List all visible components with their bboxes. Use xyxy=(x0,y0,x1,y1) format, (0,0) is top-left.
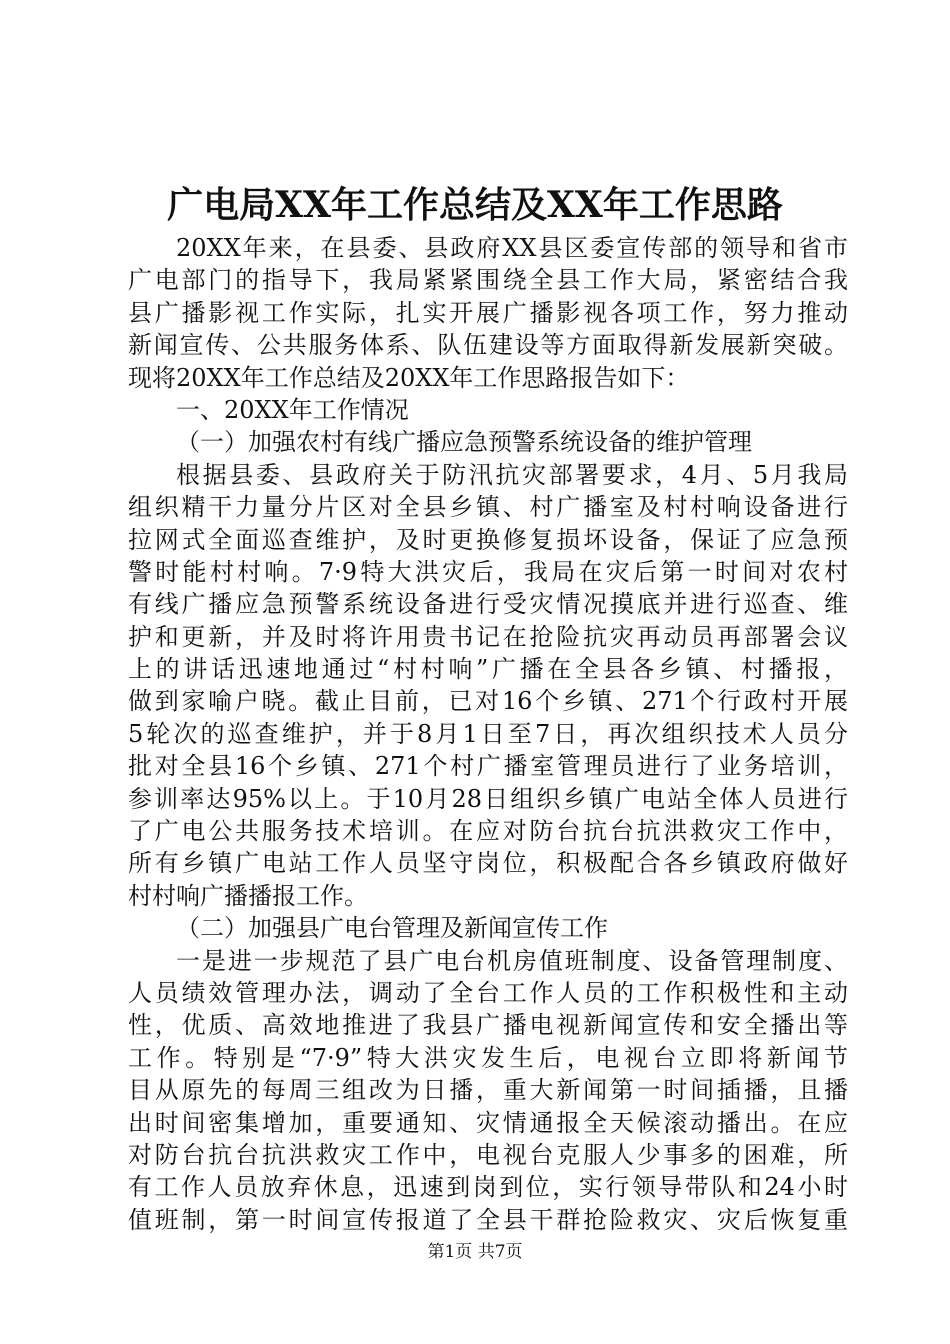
body-line: 了广电公共服务技术培训。在应对防台抗台抗洪救灾工作中， xyxy=(128,817,848,846)
body-line: 所有乡镇广电站工作人员坚守岗位，积极配合各乡镇政府做好 xyxy=(128,849,848,878)
body-line: 新闻宣传、公共服务体系、队伍建设等方面取得新发展新突破。 xyxy=(128,331,848,360)
document-body xyxy=(128,232,848,1236)
body-line: 目从原先的每周三组改为日播，重大新闻第一时间插播，且播 xyxy=(128,1076,848,1105)
body-line: 县广播影视工作实际，扎实开展广播影视各项工作，努力推动 xyxy=(128,298,848,327)
body-line: 拉网式全面巡查维护，及时更换修复损坏设备，保证了应急预 xyxy=(128,525,848,554)
section-heading: 一、20XX年工作情况 xyxy=(176,395,409,424)
body-line: 做到家喻户晓。截止目前，已对16个乡镇、271个行政村开展 xyxy=(128,687,848,716)
body-line: 现将20XX年工作总结及20XX年工作思路报告如下： xyxy=(128,363,690,392)
body-line: 人员绩效管理办法，调动了全台工作人员的工作积极性和主动 xyxy=(128,978,848,1007)
body-line: 性，优质、高效地推进了我县广播电视新闻宣传和安全播出等 xyxy=(128,1011,848,1040)
body-line: 警时能村村响。7·9特大洪灾后，我局在灾后第一时间对农村 xyxy=(128,557,848,586)
body-line: 批对全县16个乡镇、271个村广播室管理员进行了业务培训， xyxy=(128,752,848,781)
body-line: 参训率达95%以上。于10月28日组织乡镇广电站全体人员进行 xyxy=(128,784,848,813)
body-line: 一是进一步规范了县广电台机房值班制度、设备管理制度、 xyxy=(176,946,848,975)
body-line: 5轮次的巡查维护，并于8月1日至7日，再次组织技术人员分 xyxy=(128,719,848,748)
body-line: 有线广播应急预警系统设备进行受灾情况摸底并进行巡查、维 xyxy=(128,590,848,619)
body-line: 有工作人员放弃休息，迅速到岗到位，实行领导带队和24小时 xyxy=(128,1173,848,1202)
body-line: 广电部门的指导下，我局紧紧围绕全县工作大局，紧密结合我 xyxy=(128,266,848,295)
body-line: 工作。特别是“7·9”特大洪灾发生后，电视台立即将新闻节 xyxy=(128,1043,848,1072)
body-line: 20XX年来，在县委、县政府XX县区委宣传部的领导和省市 xyxy=(176,234,848,262)
body-line: 村村响广播播报工作。 xyxy=(128,881,368,910)
body-line: 值班制，第一时间宣传报道了全县干群抢险救灾、灾后恢复重 xyxy=(128,1205,848,1234)
subsection-heading: （二）加强县广电台管理及新闻宣传工作 xyxy=(176,914,608,943)
body-line: 对防台抗台抗洪救灾工作中，电视台克服人少事多的困难，所 xyxy=(128,1140,848,1169)
document-title: 广电局XX年工作总结及XX年工作思路 xyxy=(167,184,783,226)
subsection-heading: （一）加强农村有线广播应急预警系统设备的维护管理 xyxy=(176,428,752,457)
body-line: 出时间密集增加，重要通知、灾情通报全天候滚动播出。在应 xyxy=(128,1108,848,1137)
body-line: 组织精干力量分片区对全县乡镇、村广播室及村村响设备进行 xyxy=(128,493,848,522)
body-line: 上的讲话迅速地通过“村村响”广播在全县各乡镇、村播报， xyxy=(128,655,848,684)
page-footer: 第1页 共7页 xyxy=(427,1242,523,1262)
body-line: 护和更新，并及时将许用贵书记在抢险抗灾再动员再部署会议 xyxy=(128,622,848,651)
body-line: 根据县委、县政府关于防汛抗灾部署要求，4月、5月我局 xyxy=(176,460,848,489)
